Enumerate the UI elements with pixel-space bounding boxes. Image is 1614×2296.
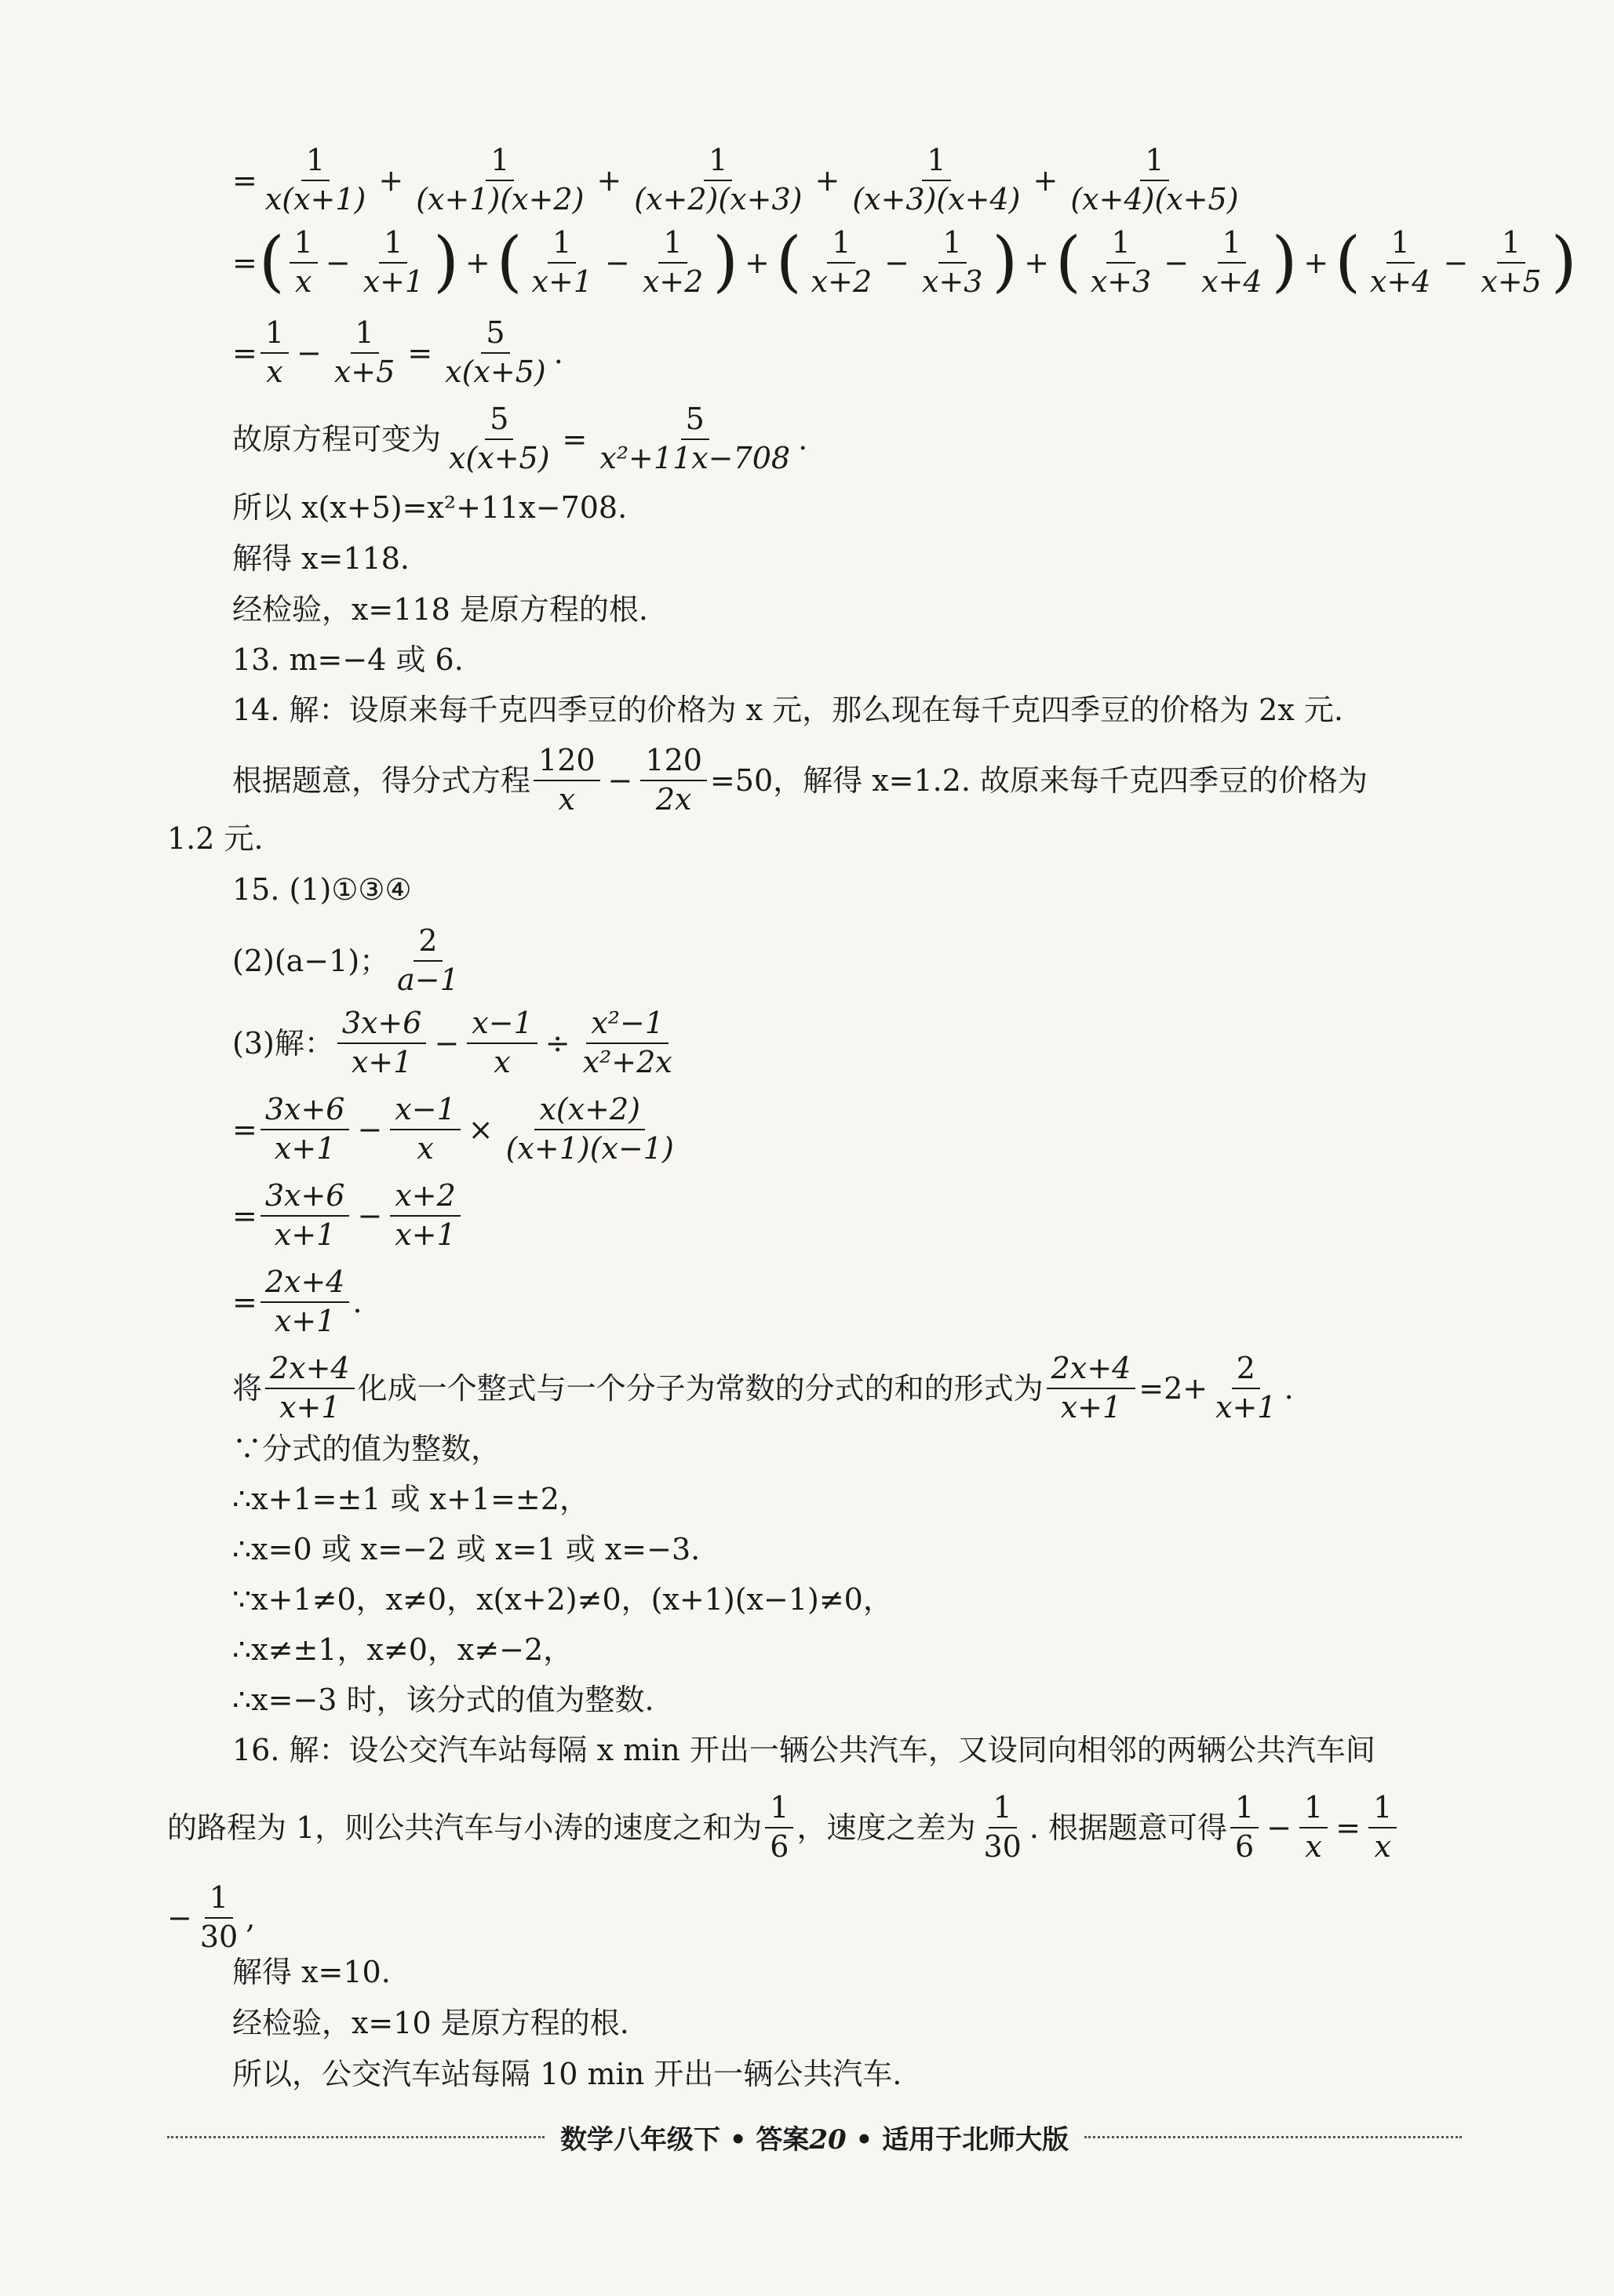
eq-line-16: = $\frac{3x+6}{x+1}$ − $\frac{x+2}{x+1}$ bbox=[232, 1181, 464, 1251]
fraction: $\frac{3x+6}{x+1}$ bbox=[260, 1181, 350, 1251]
fraction: $\frac{x+2}{x+1}$ bbox=[390, 1181, 460, 1251]
fraction: $\frac{1}{(x+2)(x+3)}$ bbox=[634, 143, 803, 217]
footer-dotted-rule-left bbox=[167, 2136, 545, 2138]
equals-sign: = bbox=[232, 162, 257, 198]
text-line: 1.2 元. bbox=[167, 821, 264, 856]
fraction: $\frac{1}{x+3}$ bbox=[1090, 225, 1152, 299]
eq-line-27: − $\frac{1}{30}$ , bbox=[167, 1880, 256, 1954]
fraction: $\frac{x-1}{x}$ bbox=[390, 1094, 460, 1165]
eq-line-13: (2)(a−1)； $\frac{2}{a-1}$ bbox=[232, 926, 467, 996]
fraction: $\frac{\text{x²−1}}{\text{x²+2x}}$ bbox=[582, 1006, 672, 1079]
eq-line-26: 的路程为 1，则公共汽车与小涛的速度之和为 $\frac{1}{6}$ ，速度之差为 $\frac{1}{30}$ . 根据题意可得 $\frac{1}{6}$ − $\frac{1}{x}$ = $\frac{1}{x}$ bbox=[167, 1792, 1400, 1863]
eq-line-10: 根据题意，得分式方程 $\frac{120}{x}$ − $\frac{120}{2x}$ =50，解得 x=1.2. 故原来每千克四季豆的价格为 bbox=[232, 743, 1368, 817]
fraction: $\frac{1}{x+5}$ bbox=[1481, 225, 1542, 299]
fraction: $\frac{3x+6}{x+1}$ bbox=[337, 1008, 427, 1079]
fraction: $\frac{x(x+2)}{(x+1)(x-1)}$ bbox=[505, 1092, 674, 1166]
text-line: 15. (1)①③④ bbox=[232, 872, 412, 907]
fraction: $\frac{120}{x}$ bbox=[534, 745, 600, 816]
fraction: $\frac{1}{x+1}$ bbox=[363, 225, 424, 299]
eq-line-14: (3)解： $\frac{3x+6}{x+1}$ − $\frac{x-1}{x}$ ÷ $\frac{\text{x²−1}}{\text{x²+2x}}$ bbox=[232, 1008, 680, 1079]
text-line: 14. 解：设原来每千克四季豆的价格为 x 元，那么现在每千克四季豆的价格为 2x 元. bbox=[232, 693, 1343, 727]
text-line: ∵x+1≠0，x≠0，x(x+2)≠0，(x+1)(x−1)≠0， bbox=[232, 1582, 893, 1617]
fraction: $\frac{1}{x+4}$ bbox=[1369, 225, 1431, 299]
fraction: $\frac{2x+4}{x+1}$ bbox=[260, 1267, 350, 1337]
fraction: $\frac{3x+6}{x+1}$ bbox=[260, 1094, 350, 1165]
fraction: $\frac{5}{x(x+5)}$ bbox=[449, 402, 550, 475]
text-line: ∴x=0 或 x=−2 或 x=1 或 x=−3. bbox=[232, 1532, 701, 1566]
fraction: $\frac{1}{(x+4)(x+5)}$ bbox=[1070, 143, 1239, 217]
text-line: 解得 x=10. bbox=[232, 1955, 391, 1989]
fraction: $\frac{1}{(x+1)(x+2)}$ bbox=[416, 143, 585, 217]
fraction: $\frac{2x+4}{x+1}$ bbox=[1047, 1353, 1136, 1424]
fraction: $\frac{1}{x+3}$ bbox=[921, 225, 983, 299]
eq-line-17: = $\frac{2x+4}{x+1}$ . bbox=[232, 1264, 363, 1338]
fraction: $\frac{2x+4}{x+1}$ bbox=[265, 1353, 355, 1424]
fraction: $\frac{1}{30}$ bbox=[983, 1790, 1022, 1864]
fraction: $\frac{1}{x(x+1)}$ bbox=[264, 143, 366, 217]
fraction: $\frac{1}{6}$ bbox=[765, 1792, 793, 1863]
fraction: $\frac{2}{a-1}$ bbox=[397, 923, 459, 997]
text-line: 16. 解：设公交汽车站每隔 x min 开出一辆公共汽车，又设同向相邻的两辆公共汽车间 bbox=[232, 1733, 1375, 1767]
fraction: $\frac{1}{x}$ bbox=[1368, 1792, 1397, 1863]
eq-line-1: = $\frac{1}{x(x+1)}$ + $\frac{1}{(x+1)(x+2)}$ + $\frac{1}{(x+2)(x+3)}$ + $\frac{1}{(x+3)(x+4)}$ + $\frac{1}{(x+4)(x+5)}$ bbox=[232, 145, 1247, 216]
fraction: $\frac{1}{x+5}$ bbox=[333, 315, 395, 389]
text-line: ∵分式的值为整数， bbox=[232, 1432, 501, 1466]
eq-line-4: 故原方程可变为 $\frac{5}{x(x+5)}$ = $\frac{5}{\text{x²+11x−708}}$ . bbox=[232, 402, 808, 475]
eq-line-15: = $\frac{3x+6}{x+1}$ − $\frac{x-1}{x}$ × $\frac{x(x+2)}{(x+1)(x-1)}$ bbox=[232, 1094, 682, 1165]
fraction: $\frac{5}{x(x+5)}$ bbox=[445, 315, 546, 389]
footer-dotted-rule-right bbox=[1084, 2136, 1462, 2138]
fraction: $\frac{1}{x}$ bbox=[260, 318, 289, 388]
text-line: 13. m=−4 或 6. bbox=[232, 642, 464, 677]
text-line: 经检验，x=10 是原方程的根. bbox=[232, 2006, 629, 2040]
text-line: 经检验，x=118 是原方程的根. bbox=[232, 592, 648, 627]
text-line: ∴x+1=±1 或 x+1=±2， bbox=[232, 1482, 589, 1516]
fraction: $\frac{5}{\text{x²+11x−708}}$ bbox=[599, 402, 791, 475]
fraction: $\frac{1}{(x+3)(x+4)}$ bbox=[852, 143, 1021, 217]
text-line: 解得 x=118. bbox=[232, 541, 410, 576]
text-line: ∴x=−3 时，该分式的值为整数. bbox=[232, 1683, 654, 1717]
fraction: $\frac{1}{x}$ bbox=[1299, 1792, 1328, 1863]
text-line: 所以，公交汽车站每隔 10 min 开出一辆公共汽车. bbox=[232, 2057, 902, 2091]
fraction: $\frac{x-1}{x}$ bbox=[467, 1008, 537, 1079]
fraction: $\frac{1}{6}$ bbox=[1230, 1792, 1259, 1863]
fraction: $\frac{1}{x}$ bbox=[290, 227, 318, 298]
fraction: $\frac{1}{x+1}$ bbox=[531, 225, 592, 299]
fraction: $\frac{120}{2x}$ bbox=[640, 745, 707, 816]
text-line: 所以 x(x+5)=x²+11x−708. bbox=[232, 490, 628, 525]
fraction: $\frac{1}{x+2}$ bbox=[642, 225, 704, 299]
eq-line-3: = $\frac{1}{x}$ − $\frac{1}{x+5}$ = $\frac{5}{x(x+5)}$ . bbox=[232, 315, 563, 389]
eq-line-18: 将 $\frac{2x+4}{x+1}$ 化成一个整式与一个分子为常数的分式的和的形式为 $\frac{2x+4}{x+1}$ =2+ $\frac{2}{x+1}$ . bbox=[232, 1351, 1294, 1425]
page-footer bbox=[167, 2118, 1462, 2156]
footer-text: 数学八年级下 • 答案20 • 适用于北师大版 bbox=[559, 2124, 1069, 2156]
fraction: $\frac{1}{x+2}$ bbox=[811, 225, 873, 299]
fraction: $\frac{1}{30}$ bbox=[199, 1880, 239, 1954]
fraction: $\frac{2}{x+1}$ bbox=[1215, 1351, 1277, 1425]
text-line: ∴x≠±1，x≠0，x≠−2， bbox=[232, 1632, 574, 1667]
fraction: $\frac{1}{x+4}$ bbox=[1201, 225, 1262, 299]
eq-line-2: = ( $\frac{1}{x}$ − $\frac{1}{x+1}$ ) + ( $\frac{1}{x+1}$ − $\frac{1}{x+2}$ ) + ( $\frac{1}{x+2}$ − $\frac{1}{x+3}$ ) + ( $\frac{1}{x+3}$ − $\frac{1}{x+4}$ ) + ( $\frac{1}{x+4}$ − $\frac{1}{x+5}$ ) bbox=[232, 222, 1577, 300]
